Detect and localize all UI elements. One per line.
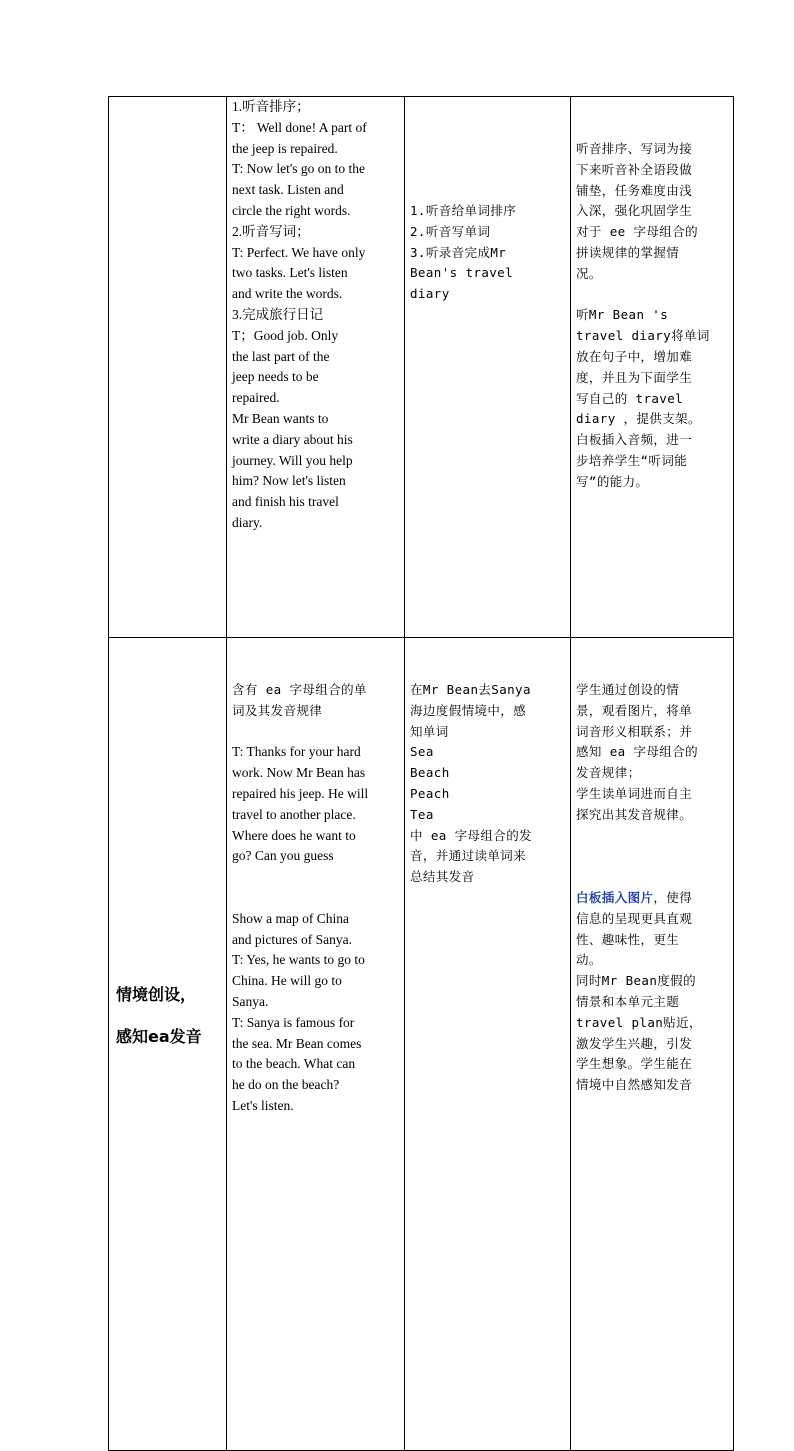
teacher-line: to the beach. What can	[232, 1056, 356, 1072]
student-line: 音，并通过读单词来	[410, 848, 527, 864]
teacher-line: T: Sanya is famous for	[232, 1014, 355, 1030]
spacer	[232, 722, 399, 743]
intent-line: 拼读规律的掌握情	[576, 244, 680, 260]
teacher-line: T；Good job. Only	[232, 327, 339, 343]
student-line: Tea	[410, 806, 434, 822]
stage-title-line2: 感知ea发音	[116, 1027, 202, 1046]
teacher-line: 含有 ea 字母组合的单	[232, 682, 367, 697]
student-line: 3.听录音完成Mr	[410, 244, 507, 260]
teacher-line: two tasks. Let's listen	[232, 265, 348, 281]
table-row	[109, 97, 734, 638]
teacher-line: Where does he want to	[232, 827, 356, 843]
spacer	[576, 867, 728, 888]
stage-cell	[109, 638, 227, 1451]
intent-line: 发音规律；	[576, 765, 641, 781]
teacher-line: repaired his jeep. He will	[232, 785, 369, 801]
spacer	[576, 826, 728, 847]
intent-line: 探究出其发音规律。	[576, 806, 693, 822]
teacher-line: next task. Listen and	[232, 182, 344, 198]
stage-cell	[109, 97, 227, 638]
student-activity-cell	[405, 97, 571, 638]
intent-line: diary ，提供支架。	[576, 411, 701, 427]
teacher-line: T: Perfect. We have only	[232, 244, 366, 260]
intent-line: 情景和本单元主题	[576, 993, 680, 1009]
teacher-line: the sea. Mr Bean comes	[232, 1035, 362, 1051]
teacher-line: him? Now let's listen	[232, 473, 346, 489]
design-intent-cell	[571, 97, 734, 638]
intent-line: 学生通过创设的情	[576, 682, 680, 697]
teacher-line: T: Yes, he wants to go to	[232, 952, 365, 968]
student-line: 总结其发音	[410, 869, 475, 885]
student-activity-cell	[405, 638, 571, 1451]
intent-line: 景，观看图片，将单	[576, 702, 693, 718]
intent-line: 况。	[576, 265, 602, 281]
intent-line: 学生想象。学生能在	[576, 1056, 693, 1072]
student-line: diary	[410, 286, 450, 302]
teacher-line: he do on the beach?	[232, 1077, 340, 1093]
intent-line: 动。	[576, 952, 602, 968]
teacher-activity-cell	[227, 638, 405, 1451]
teacher-line: Show a map of China	[232, 910, 349, 926]
spacer	[576, 846, 728, 867]
intent-line: 词音形义相联系；并	[576, 723, 693, 739]
teacher-line: Let's listen.	[232, 1097, 294, 1113]
intent-line: 信息的呈现更具直观	[576, 910, 693, 926]
student-line: Bean's travel	[410, 265, 514, 281]
teacher-line: repaired.	[232, 390, 280, 406]
intent-line	[576, 888, 728, 909]
student-line: Peach	[410, 785, 450, 801]
intent-line: 步培养学生“听词能	[576, 452, 688, 468]
intent-line: 铺垫，任务难度由浅	[576, 182, 693, 198]
intent-line: 学生读单词进而自主	[576, 785, 693, 801]
intent-line: 性、趣味性，更生	[576, 931, 680, 947]
teacher-line: travel to another place.	[232, 806, 356, 822]
student-line: 海边度假情境中，感	[410, 702, 527, 718]
teacher-line: and pictures of Sanya.	[232, 931, 352, 947]
intent-line: 同时Mr Bean度假的	[576, 973, 696, 989]
teacher-line: go? Can you guess	[232, 848, 334, 864]
table-row	[109, 638, 734, 1451]
teacher-line: T: Now let's go on to the	[232, 161, 365, 177]
teacher-line: T: Thanks for your hard	[232, 744, 361, 760]
intent-line: travel diary将单词	[576, 328, 710, 344]
student-line: Beach	[410, 765, 450, 781]
spacer	[576, 285, 728, 306]
highlight-text: 白板插入图片	[576, 889, 654, 905]
teacher-line: China. He will go to	[232, 973, 342, 989]
teacher-line: write a diary about his	[232, 431, 353, 447]
student-line: 2.听音写单词	[410, 223, 491, 239]
intent-line: 度，并且为下面学生	[576, 369, 693, 385]
intent-line: 写自己的 travel	[576, 390, 684, 406]
intent-line: 对于 ee 字母组合的	[576, 224, 699, 240]
intent-line: 感知 ea 字母组合的	[576, 744, 699, 760]
intent-line: 听Mr Bean 's	[576, 307, 669, 323]
student-line: 中 ea 字母组合的发	[410, 827, 533, 843]
teacher-line: diary.	[232, 514, 263, 530]
intent-text: ，使得	[653, 889, 693, 905]
design-intent-cell	[571, 638, 734, 1451]
intent-line: 写”的能力。	[576, 473, 649, 489]
spacer	[232, 867, 399, 888]
teacher-line: 2.听音写词；	[232, 223, 310, 239]
teacher-line: 3.完成旅行日记	[232, 306, 324, 322]
intent-line: 下来听音补全语段做	[576, 161, 693, 177]
intent-line: 白板插入音频，进一	[576, 432, 693, 448]
teacher-line: the jeep is repaired.	[232, 140, 338, 156]
student-line: 在Mr Bean去Sanya	[410, 682, 531, 697]
teacher-line: the last part of the	[232, 348, 330, 364]
teacher-line: circle the right words.	[232, 202, 351, 218]
teacher-line: and write the words.	[232, 286, 343, 302]
student-line: 1.听音给单词排序	[410, 203, 517, 218]
teacher-line: and finish his travel	[232, 494, 339, 510]
intent-line: 放在句子中，增加难	[576, 348, 693, 364]
teacher-activity-cell	[227, 97, 405, 638]
intent-line: 入深，强化巩固学生	[576, 203, 693, 219]
lesson-plan-table	[108, 96, 734, 1451]
teacher-line: journey. Will you help	[232, 452, 353, 468]
teacher-line: T： Well done! A part of	[232, 119, 367, 135]
intent-line: 激发学生兴趣，引发	[576, 1035, 693, 1051]
student-line: 知单词	[410, 723, 449, 739]
stage-title-line1: 情境创设，	[116, 985, 197, 1004]
intent-line: travel plan贴近，	[576, 1014, 702, 1030]
teacher-line: Sanya.	[232, 993, 269, 1009]
spacer	[232, 888, 399, 909]
student-line: Sea	[410, 744, 434, 760]
intent-line: 情境中自然感知发音	[576, 1077, 693, 1093]
teacher-line: 词及其发音规律	[232, 702, 323, 718]
teacher-line: 1.听音排序；	[232, 99, 310, 114]
teacher-line: work. Now Mr Bean has	[232, 765, 366, 781]
intent-line: 听音排序、写词为接	[576, 141, 693, 156]
teacher-line: Mr Bean wants to	[232, 410, 329, 426]
teacher-line: jeep needs to be	[232, 369, 319, 385]
